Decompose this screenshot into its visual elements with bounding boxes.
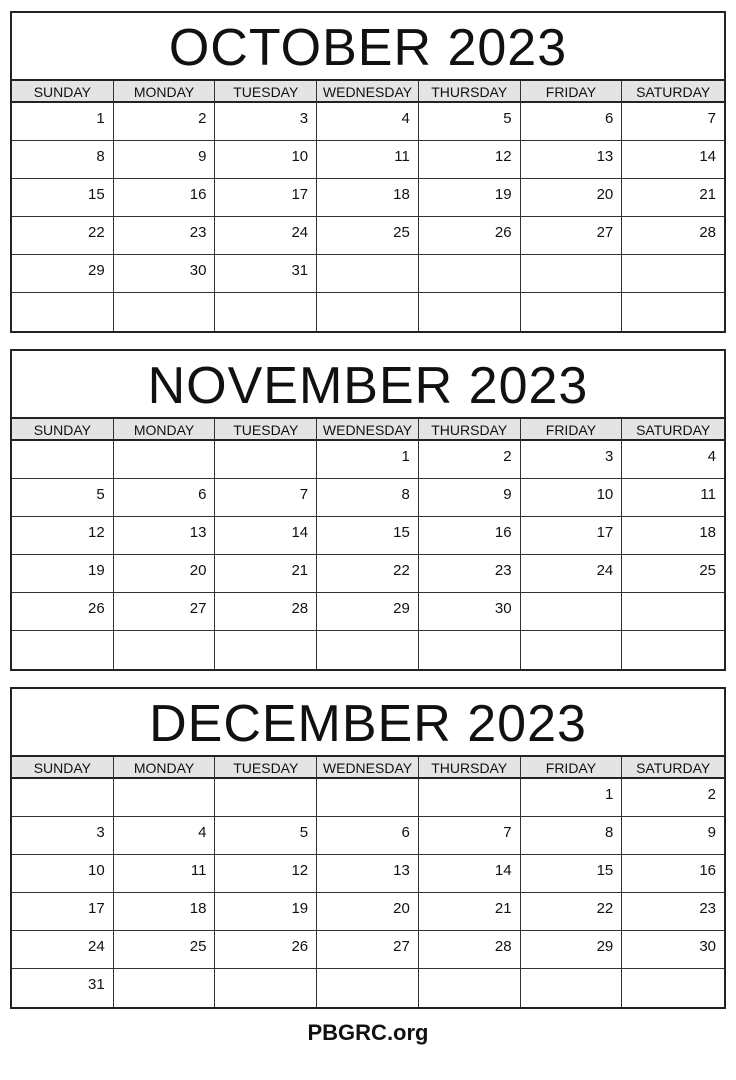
day-cell: 10 xyxy=(521,479,623,517)
day-cell xyxy=(521,969,623,1007)
day-cell xyxy=(114,293,216,331)
day-cell xyxy=(317,293,419,331)
weekday-header: THURSDAY xyxy=(419,757,521,779)
day-cell: 12 xyxy=(419,141,521,179)
day-cell: 21 xyxy=(215,555,317,593)
day-cell: 18 xyxy=(317,179,419,217)
day-cell: 17 xyxy=(215,179,317,217)
day-cell: 9 xyxy=(622,817,724,855)
day-cell: 24 xyxy=(521,555,623,593)
day-cell xyxy=(12,441,114,479)
day-cell: 15 xyxy=(521,855,623,893)
december-calendar xyxy=(10,687,726,1009)
day-cell: 16 xyxy=(114,179,216,217)
weekday-header: MONDAY xyxy=(114,757,216,779)
day-cell: 17 xyxy=(521,517,623,555)
day-cell: 13 xyxy=(521,141,623,179)
day-cell: 18 xyxy=(114,893,216,931)
day-cell: 10 xyxy=(12,855,114,893)
day-cell xyxy=(12,631,114,669)
day-cell: 28 xyxy=(622,217,724,255)
day-cell: 2 xyxy=(419,441,521,479)
day-cell: 22 xyxy=(12,217,114,255)
day-cell: 9 xyxy=(114,141,216,179)
month-grid xyxy=(12,81,724,331)
weekday-header: THURSDAY xyxy=(419,419,521,441)
day-cell: 23 xyxy=(622,893,724,931)
day-cell: 7 xyxy=(215,479,317,517)
day-cell xyxy=(419,631,521,669)
day-cell: 8 xyxy=(12,141,114,179)
day-cell: 27 xyxy=(114,593,216,631)
day-cell: 6 xyxy=(521,103,623,141)
month-grid xyxy=(12,757,724,1007)
day-cell: 20 xyxy=(114,555,216,593)
day-cell: 20 xyxy=(317,893,419,931)
day-cell: 29 xyxy=(521,931,623,969)
day-cell: 29 xyxy=(317,593,419,631)
site-credit: PBGRC.org xyxy=(307,1020,429,1045)
day-cell: 1 xyxy=(12,103,114,141)
day-cell: 25 xyxy=(317,217,419,255)
day-cell: 18 xyxy=(622,517,724,555)
day-cell: 13 xyxy=(317,855,419,893)
day-cell xyxy=(622,255,724,293)
day-cell: 3 xyxy=(215,103,317,141)
day-cell xyxy=(622,969,724,1007)
day-cell: 22 xyxy=(317,555,419,593)
day-cell: 4 xyxy=(317,103,419,141)
weekday-header: SATURDAY xyxy=(622,419,724,441)
day-cell: 19 xyxy=(215,893,317,931)
day-cell: 26 xyxy=(419,217,521,255)
day-cell xyxy=(114,779,216,817)
day-cell: 27 xyxy=(317,931,419,969)
day-cell: 21 xyxy=(419,893,521,931)
day-cell: 21 xyxy=(622,179,724,217)
day-cell: 1 xyxy=(317,441,419,479)
day-cell: 25 xyxy=(622,555,724,593)
day-cell: 15 xyxy=(317,517,419,555)
day-cell: 8 xyxy=(521,817,623,855)
day-cell: 7 xyxy=(419,817,521,855)
day-cell: 10 xyxy=(215,141,317,179)
day-cell xyxy=(317,779,419,817)
day-cell xyxy=(215,441,317,479)
day-cell xyxy=(114,441,216,479)
weekday-header: WEDNESDAY xyxy=(317,81,419,103)
day-cell: 31 xyxy=(12,969,114,1007)
day-cell: 30 xyxy=(114,255,216,293)
day-cell: 1 xyxy=(521,779,623,817)
day-cell: 7 xyxy=(622,103,724,141)
november-calendar xyxy=(10,349,726,671)
day-cell: 26 xyxy=(215,931,317,969)
day-cell: 5 xyxy=(419,103,521,141)
day-cell: 12 xyxy=(12,517,114,555)
day-cell xyxy=(521,255,623,293)
day-cell xyxy=(419,969,521,1007)
day-cell: 30 xyxy=(622,931,724,969)
day-cell xyxy=(317,631,419,669)
day-cell: 19 xyxy=(419,179,521,217)
weekday-header: TUESDAY xyxy=(215,419,317,441)
day-cell: 11 xyxy=(114,855,216,893)
weekday-header: WEDNESDAY xyxy=(317,419,419,441)
day-cell: 23 xyxy=(114,217,216,255)
day-cell xyxy=(622,593,724,631)
day-cell: 2 xyxy=(114,103,216,141)
day-cell: 22 xyxy=(521,893,623,931)
day-cell xyxy=(419,779,521,817)
month-title: NOVEMBER 2023 xyxy=(12,351,724,419)
day-cell xyxy=(521,293,623,331)
month-grid xyxy=(12,419,724,669)
day-cell xyxy=(215,969,317,1007)
day-cell xyxy=(419,293,521,331)
day-cell: 3 xyxy=(521,441,623,479)
day-cell: 24 xyxy=(12,931,114,969)
month-title: DECEMBER 2023 xyxy=(12,689,724,757)
weekday-header: SUNDAY xyxy=(12,81,114,103)
weekday-header: MONDAY xyxy=(114,419,216,441)
day-cell: 6 xyxy=(317,817,419,855)
day-cell: 31 xyxy=(215,255,317,293)
weekday-header: THURSDAY xyxy=(419,81,521,103)
weekday-header: WEDNESDAY xyxy=(317,757,419,779)
day-cell: 26 xyxy=(12,593,114,631)
day-cell: 6 xyxy=(114,479,216,517)
day-cell xyxy=(12,779,114,817)
day-cell: 9 xyxy=(419,479,521,517)
day-cell: 28 xyxy=(419,931,521,969)
weekday-header: SUNDAY xyxy=(12,757,114,779)
day-cell: 29 xyxy=(12,255,114,293)
day-cell: 14 xyxy=(215,517,317,555)
weekday-header: SATURDAY xyxy=(622,81,724,103)
day-cell xyxy=(521,593,623,631)
day-cell: 28 xyxy=(215,593,317,631)
day-cell: 15 xyxy=(12,179,114,217)
weekday-header: FRIDAY xyxy=(521,81,623,103)
day-cell xyxy=(622,631,724,669)
day-cell: 16 xyxy=(622,855,724,893)
day-cell: 20 xyxy=(521,179,623,217)
day-cell xyxy=(317,969,419,1007)
day-cell: 5 xyxy=(12,479,114,517)
day-cell: 11 xyxy=(317,141,419,179)
day-cell: 11 xyxy=(622,479,724,517)
day-cell xyxy=(114,969,216,1007)
day-cell xyxy=(215,293,317,331)
weekday-header: SATURDAY xyxy=(622,757,724,779)
day-cell: 2 xyxy=(622,779,724,817)
day-cell: 4 xyxy=(114,817,216,855)
day-cell: 25 xyxy=(114,931,216,969)
day-cell: 14 xyxy=(419,855,521,893)
day-cell: 16 xyxy=(419,517,521,555)
october-calendar xyxy=(10,11,726,333)
weekday-header: FRIDAY xyxy=(521,419,623,441)
day-cell: 8 xyxy=(317,479,419,517)
weekday-header: TUESDAY xyxy=(215,757,317,779)
day-cell xyxy=(114,631,216,669)
day-cell xyxy=(317,255,419,293)
day-cell: 3 xyxy=(12,817,114,855)
day-cell: 4 xyxy=(622,441,724,479)
day-cell xyxy=(521,631,623,669)
day-cell: 24 xyxy=(215,217,317,255)
day-cell xyxy=(215,779,317,817)
day-cell: 12 xyxy=(215,855,317,893)
day-cell xyxy=(215,631,317,669)
day-cell xyxy=(622,293,724,331)
day-cell: 23 xyxy=(419,555,521,593)
weekday-header: FRIDAY xyxy=(521,757,623,779)
day-cell: 30 xyxy=(419,593,521,631)
day-cell: 27 xyxy=(521,217,623,255)
day-cell: 5 xyxy=(215,817,317,855)
day-cell xyxy=(419,255,521,293)
weekday-header: SUNDAY xyxy=(12,419,114,441)
day-cell: 13 xyxy=(114,517,216,555)
weekday-header: MONDAY xyxy=(114,81,216,103)
month-title: OCTOBER 2023 xyxy=(12,13,724,81)
day-cell: 19 xyxy=(12,555,114,593)
day-cell xyxy=(12,293,114,331)
day-cell: 14 xyxy=(622,141,724,179)
weekday-header: TUESDAY xyxy=(215,81,317,103)
day-cell: 17 xyxy=(12,893,114,931)
